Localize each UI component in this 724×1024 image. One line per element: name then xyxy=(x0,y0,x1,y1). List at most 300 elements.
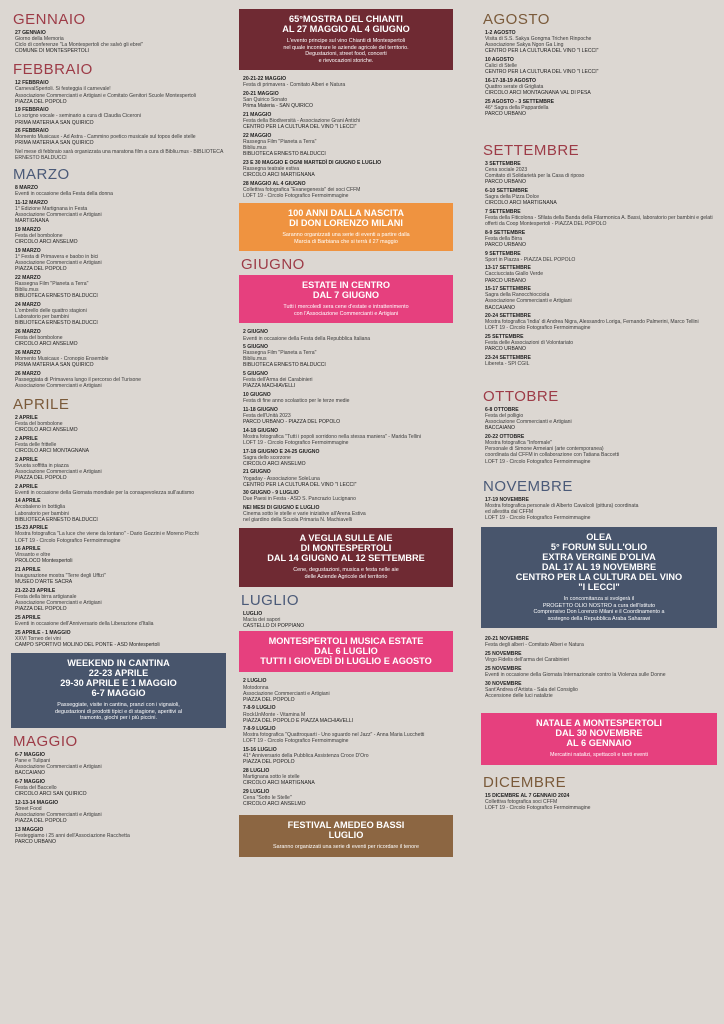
event-description: Rassegna teatrale estiva xyxy=(243,165,300,172)
estate-desc: Tutti i mercoledì sera cene d'estate e intrattenimento con l'Associazione Commercianti e Artigiani xyxy=(283,304,409,317)
list-aprile xyxy=(11,415,226,648)
event-description: Mostra fotografica "Informale" Personale di Simone Armeiani (arte contemporanea) coordinata dal CFFM in collaborazione con Tatiana Baccetti LOFT 19 - Circolo Fotografico Fermoimmagine xyxy=(485,440,620,465)
event-date: 2 GIUGNO xyxy=(243,329,268,336)
event-date: 22 MARZO xyxy=(15,274,41,281)
aie-desc: Cene, degustazioni, musica e festa nelle aie delle Aziende Agricole del territorio xyxy=(293,567,399,580)
event-venue: BACCAIANO xyxy=(15,770,46,777)
event-description: Quattro serate di Grigliata xyxy=(485,83,544,90)
month-agosto: AGOSTO xyxy=(483,11,550,28)
event-venue: BIBLIOTECA ERNESTO BALDUCCI xyxy=(15,320,98,327)
event-description: Festa del Baccello xyxy=(15,784,57,791)
event-description: Festa di primavera - Comitato Alberi e Natura xyxy=(243,82,346,89)
event-entry xyxy=(15,128,226,146)
event-date: 15-17 SETTEMBRE xyxy=(485,286,531,293)
weekend-in-cantina-box xyxy=(11,653,226,728)
event-date: 7-8-9 LUGLIO xyxy=(243,726,276,733)
month-luglio: LUGLIO xyxy=(241,591,300,609)
event-date: 29 LUGLIO xyxy=(243,788,270,795)
event-date: 25 SETTEMBRE xyxy=(485,334,524,341)
event-entry xyxy=(15,371,226,389)
event-date: 2 LUGLIO xyxy=(243,678,267,685)
event-entry xyxy=(15,149,226,161)
event-entry xyxy=(243,407,453,425)
event-description: Festa del polligio Associazione Commercianti e Artigiani xyxy=(485,413,572,426)
event-date: 28 MAGGIO AL 4 GIUGNO xyxy=(243,180,306,187)
event-description: Eventi in occasione dell'Anniversario della Liberazione d'Italia xyxy=(15,621,154,627)
aie-title: A VEGLIA SULLE AIE DI MONTESPERTOLI DAL 14 GIUGNO AL 12 SETTEMBRE xyxy=(267,533,425,564)
event-description: Eventi in occasione della Festa della donna xyxy=(15,191,113,198)
event-entry xyxy=(15,329,226,347)
event-entry xyxy=(485,434,717,464)
event-venue: BIBLIOTECA ERNESTO BALDUCCI xyxy=(15,293,98,300)
event-date: 20-22 OTTOBRE xyxy=(485,434,525,441)
event-description: Cinema sotto le stelle e varie iniziative all'Arena Estiva nel giardino della Scuola Primaria N. Machiavelli xyxy=(243,511,366,524)
event-description: Festa degli alberi - Comitato Alberi e Natura xyxy=(485,642,584,649)
musica-title: MONTESPERTOLI MUSICA ESTATE DAL 6 LUGLIO TUTTI I GIOVEDÌ DI LUGLIO E AGOSTO xyxy=(260,636,432,667)
event-entry xyxy=(15,415,226,433)
event-date: 26 FEBBRAIO xyxy=(15,128,49,135)
event-description: Eventi in occasione della Giornata mondiale per la consapevolezza sull'autismo xyxy=(15,489,195,496)
month-novembre: NOVEMBRE xyxy=(483,477,573,495)
event-entry xyxy=(243,747,453,765)
event-entry xyxy=(15,436,226,454)
event-date: 15-23 APRILE xyxy=(15,525,48,532)
event-entry xyxy=(243,428,453,446)
event-venue: CIRCOLO ARCI ANSELMO xyxy=(15,239,78,246)
chianti-title: 65°MOSTRA DEL CHIANTI AL 27 MAGGIO AL 4 GIUGNO xyxy=(282,14,410,34)
event-description: RockUnMonte - Vitamina M xyxy=(243,711,306,718)
event-entry xyxy=(485,355,717,367)
event-date: 13-17 SETTEMBRE xyxy=(485,265,531,272)
festival-bassi-box xyxy=(239,815,453,857)
event-entry xyxy=(243,160,453,178)
event-entry xyxy=(15,498,226,522)
event-entry xyxy=(243,371,453,389)
event-entry xyxy=(15,275,226,299)
olea-title: OLEA 5° FORUM SULL'OLIO EXTRA VERGINE D'OLIVA DAL 17 AL 19 NOVEMBRE CENTRO PER LA CULTURA DEL VINO "I LECCI" xyxy=(515,531,683,592)
event-venue: CIRCOLO ARCI ANSELMO xyxy=(15,427,78,434)
event-date: 16-17-18-19 AGOSTO xyxy=(485,77,536,84)
list-giugno xyxy=(239,329,453,523)
event-description: Svuota soffitta in piazza Associazione Commercianti e Artigiani xyxy=(15,462,102,475)
event-date: 12 FEBBRAIO xyxy=(15,80,49,87)
list-luglio-top xyxy=(239,611,453,629)
list-luglio xyxy=(239,678,453,807)
event-entry xyxy=(15,107,226,125)
event-entry xyxy=(15,227,226,245)
event-description: Due Paesi in Festa - ASD S. Pancrazio Lucignano xyxy=(243,496,356,503)
event-date: 5 GIUGNO xyxy=(243,371,268,378)
event-entry xyxy=(243,91,453,109)
event-venue: PARCO URBANO - PIAZZA DEL POPOLO xyxy=(243,419,341,425)
event-venue: BACCAIANO xyxy=(485,304,516,311)
event-date: 3 SETTEMBRE xyxy=(485,161,521,167)
event-date: 9 SETTEMBRE xyxy=(485,250,521,257)
list-novembre-top xyxy=(481,497,717,521)
event-venue: PRIMA MATERIA A SAN QUIRICO xyxy=(15,361,94,368)
event-venue: CIRCOLO ARCI MARTIGNANA xyxy=(243,172,315,179)
event-entry xyxy=(243,133,453,157)
event-venue: PRIMA MATERIA A SAN QUIRICO xyxy=(15,119,94,126)
month-gennaio: GENNAIO xyxy=(13,11,86,28)
event-venue: CIRCOLO ARCI MARTIGNANA xyxy=(485,200,557,207)
natale-box xyxy=(481,713,717,765)
event-entry xyxy=(15,30,226,54)
event-entry xyxy=(15,302,226,326)
event-date: 2 APRILE xyxy=(15,414,38,421)
event-date: 25 NOVEMBRE xyxy=(485,665,522,672)
event-date: 8-9 SETTEMBRE xyxy=(485,229,526,236)
event-description: Festa delle frittelle xyxy=(15,441,57,448)
event-date: 2 APRILE xyxy=(15,456,38,463)
event-entry xyxy=(243,469,453,487)
event-venue: COMUNE DI MONTESPERTOLI xyxy=(15,48,89,55)
month-ottobre: OTTOBRE xyxy=(483,388,559,406)
list-dicembre xyxy=(481,793,717,811)
event-venue: PIAZZA DEL POPOLO xyxy=(15,98,67,105)
event-entry xyxy=(485,99,717,117)
event-venue: PIAZZA DEL POPOLO xyxy=(243,696,295,703)
month-marzo: MARZO xyxy=(13,166,70,184)
event-venue: MARTIGNANA xyxy=(15,218,49,225)
estate-title: ESTATE IN CENTRO DAL 7 GIUGNO xyxy=(302,280,390,301)
event-date: 10 AGOSTO xyxy=(485,56,514,63)
event-date: 23 E 30 MAGGIO E OGNI MARTEDÌ DI GIUGNO E LUGLIO xyxy=(243,159,382,166)
event-date: 14 APRILE xyxy=(15,498,41,505)
milani-title: 100 ANNI DALLA NASCITA DI DON LORENZO MILANI xyxy=(287,208,405,229)
event-venue: PARCO URBANO xyxy=(15,838,56,845)
event-description: Mostra fotografica "Tutti i popoli sorridono nella stessa maniera" - Marida Tellini LOFT 19 - Circolo Fotografico Fermoimmagine xyxy=(243,433,422,446)
event-date: 28 LUGLIO xyxy=(243,768,270,775)
event-date: 19 MARZO xyxy=(15,247,41,254)
event-description: Festa delle Associazioni di Volontariato xyxy=(485,340,574,347)
event-venue: BIBLIOTECA ERNESTO BALDUCCI xyxy=(243,362,326,369)
event-date: NEI MESI DI GIUGNO E LUGLIO xyxy=(243,505,320,512)
event-date: 15 DICEMBRE AL 7 GENNAIO 2024 xyxy=(485,792,570,799)
estate-in-centro-box xyxy=(239,275,453,323)
event-description: Mostra fotografica personale di Alberto Cavalcoli (pittura) coordinata ed allestita dal CFFM LOFT 19 - Circolo Fotografico Fermoimmagine xyxy=(485,502,639,521)
event-description: L'ombrello delle quattro stagioni Laboratorio per bambini xyxy=(15,307,87,321)
event-date: 20-21 NOVEMBRE xyxy=(485,636,529,643)
event-entry xyxy=(243,768,453,786)
event-description: Festa dell'Arma dei Carabinieri xyxy=(243,377,313,384)
event-venue: BACCAIANO xyxy=(485,425,516,432)
event-description: Pane e Tulipani Associazione Commercianti e Artigiani xyxy=(15,757,102,770)
event-entry xyxy=(485,251,717,263)
event-description: Virgo Fidelis dell'arma dei Carabinieri xyxy=(485,657,570,664)
olea-desc: In concomitanza si svolgerà il PROGETTO OLIO NOSTRO a cura dell'Istituto Comprensivo Don Lorenzo Milani e il Coordinamento a sostegno della Repubblica Araba Saharawi xyxy=(533,595,665,622)
event-date: 17-19 NOVEMBRE xyxy=(485,496,529,503)
event-description: 1° Festa di Primavera e baobo in bici Associazione Commercianti e Artigiani xyxy=(15,254,102,267)
month-aprile: APRILE xyxy=(13,395,70,413)
month-settembre: SETTEMBRE xyxy=(483,142,580,159)
event-date: 6-7 MAGGIO xyxy=(15,778,46,785)
event-description: Cena sociale 2023 Comitato di Solidarietà per la Casa di riposo xyxy=(485,167,585,180)
event-date: 7 SETTEMBRE xyxy=(485,208,521,215)
event-venue: CENTRO PER LA CULTURA DEL VINO "I LECCI" xyxy=(485,48,599,55)
event-description: Festa della Biodiversità - Associazione Grani Antichi xyxy=(243,118,361,125)
event-venue: CENTRO PER LA CULTURA DEL VINO "I LECCI" xyxy=(243,481,357,488)
event-date: 1-2 AGOSTO xyxy=(485,30,516,36)
event-entry xyxy=(485,230,717,248)
event-description: Martignana sotto le stelle xyxy=(243,774,300,781)
event-date: 25 AGOSTO - 3 SETTEMBRE xyxy=(485,98,555,105)
event-date: 23-24 SETTEMBRE xyxy=(485,354,531,361)
event-venue: PARCO URBANO xyxy=(485,110,526,117)
event-date: LUGLIO xyxy=(243,610,263,617)
event-entry xyxy=(485,265,717,283)
event-description: Festa del bombolone xyxy=(15,334,63,341)
chianti-desc: L'evento principe sul vino Chianti di Montespertoli nel quale incontrare le aziende agricole del territorio. Degustazioni, street food, concerti e rievocazioni storiche. xyxy=(283,38,409,64)
event-description: 41° Anniversario della Pubblica Assistenza Croce D'Oro xyxy=(243,753,369,760)
event-description: Sant'Andrea d'Artista - Sala del Consiglio Accensione delle luci natalizie xyxy=(485,686,578,699)
event-date: 19 FEBBRAIO xyxy=(15,107,49,114)
event-entry xyxy=(485,793,717,811)
event-description: Cena "Sotto le Stelle" xyxy=(243,795,292,801)
event-description: Vinsanto e oltre xyxy=(15,552,51,559)
event-entry xyxy=(15,457,226,481)
event-entry xyxy=(15,525,226,543)
event-venue: BIBLIOTECA ERNESTO BALDUCCI xyxy=(243,151,326,158)
event-description: Festa di fine anno scolastico per le terze medie xyxy=(243,398,350,405)
event-entry xyxy=(485,497,717,521)
event-date: 7-8-9 LUGLIO xyxy=(243,705,276,712)
event-date: 24 MARZO xyxy=(15,301,41,308)
event-venue: PARCO URBANO xyxy=(485,346,526,353)
mostra-chianti-box xyxy=(239,9,453,70)
event-description: San Quirico Sonato xyxy=(243,97,288,104)
list-settembre xyxy=(481,161,717,367)
event-description: Macìa dei sapori xyxy=(243,616,281,623)
event-description: Eventi in occasione della Festa della Repubblica Italiana xyxy=(243,335,371,342)
event-entry xyxy=(485,334,717,352)
event-entry xyxy=(485,286,717,310)
event-venue: PIAZZA DEL POPOLO xyxy=(15,266,67,273)
event-description: Mostra fotografica "La luce che viene da lontano" - Dario Gozzini e Moreno Picchi LOFT 19 - Circolo Fotografico Fermoimmagine xyxy=(15,531,199,544)
event-venue: PARCO URBANO xyxy=(485,179,526,186)
event-description: Collettiva fotografica "Evanegenesis" dei soci CFFM LOFT 19 - Circolo Fotografico Fermoimmagine xyxy=(243,186,361,199)
event-date: 13 MAGGIO xyxy=(15,826,44,833)
event-description: Giorno della Memoria Ciclo di conferenze "La Montespertoli che salvò gli ebrei" xyxy=(15,36,144,49)
list-marzo xyxy=(11,185,226,389)
event-entry xyxy=(15,567,226,585)
event-venue: CAMPO SPORTIVO MOLINO DEL PONTE - ASD Montespertoli xyxy=(15,641,160,648)
event-date: 16 APRILE xyxy=(15,546,41,553)
event-entry xyxy=(485,161,717,185)
event-entry xyxy=(243,611,453,629)
event-date: 6-10 SETTEMBRE xyxy=(485,187,529,194)
event-venue: CENTRO PER LA CULTURA DEL VINO "I LECCI" xyxy=(243,124,357,131)
event-description: Momento Musicaux - Cronopio Ensemble xyxy=(15,355,109,362)
event-description: Sport in Piazza - PIAZZA DEL POPOLO xyxy=(485,256,576,263)
event-entry xyxy=(243,505,453,523)
list-gennaio xyxy=(11,30,226,54)
event-date: 25 APRILE xyxy=(15,614,41,621)
event-date: 20-24 SETTEMBRE xyxy=(485,313,531,320)
event-description: 46° Sagra della Pappardella xyxy=(485,104,549,111)
event-description: Sagra della Ranocchiocciola Associazione Commercianti e Artigiani xyxy=(485,292,572,305)
event-venue: CENTRO PER LA CULTURA DEL VINO "I LECCI" xyxy=(485,69,599,76)
event-entry xyxy=(15,615,226,627)
month-giugno: GIUGNO xyxy=(241,256,305,274)
event-description: Passeggiata di Primavera lungo il percorso del Turisone Associazione Commercianti e Artigiani xyxy=(15,376,141,389)
event-description: XXVI Torneo dei vini xyxy=(15,635,61,642)
event-entry xyxy=(243,789,453,807)
event-date: 2 APRILE xyxy=(15,483,38,490)
event-entry xyxy=(15,752,226,776)
event-entry xyxy=(15,546,226,564)
event-date: 2 APRILE xyxy=(15,435,38,442)
event-description: Festa del bombolone xyxy=(15,233,63,240)
event-description: Inaugurazione mostra "Terre degli Uffizi" xyxy=(15,573,106,580)
event-description: Festa dell'Unità 2023 xyxy=(243,412,291,419)
month-maggio: MAGGIO xyxy=(13,732,78,750)
event-date: 12-13-14 MAGGIO xyxy=(15,799,59,806)
event-date: 30 NOVEMBRE xyxy=(485,680,522,687)
event-description: Momento Musicaux - Ad Astra - Cammino poetico musicale sul topos delle stelle xyxy=(15,134,196,141)
event-description: Eventi in occasione della Giornata Internazionale contro la Violenza sulle Donne xyxy=(485,672,666,678)
event-venue: PIAZZA DEL POPOLO xyxy=(243,759,295,766)
event-date: 15-16 LUGLIO xyxy=(243,747,277,754)
event-description: Festa della Birra xyxy=(485,235,523,242)
column-center xyxy=(239,0,453,1024)
list-febbraio xyxy=(11,80,226,161)
event-description: Mostra fotografica 'India' di Andrea Nigra, Alessandro Loriga, Fernando Palmerini, Marco Tellini LOFT 19 - Circolo Fotografico Fermoimmagine xyxy=(485,319,699,332)
event-date: 30 GIUGNO - 9 LUGLIO xyxy=(243,490,299,497)
event-venue: PROLOCO Montespertoli xyxy=(15,558,73,565)
event-entry xyxy=(15,800,226,824)
event-entry xyxy=(243,449,453,467)
event-date: 5 GIUGNO xyxy=(243,344,268,351)
event-description: Festa della Fiticolona - Sfilata della Banda della Filarmonica A. Bassi, laboratorio per bambini e gelati offerti da Coop Montespertoli - PIAZZA DEL POPOLO xyxy=(485,214,713,228)
event-date: 17-18 GIUGNO E 24-25 GIUGNO xyxy=(243,448,320,455)
event-venue: CIRCOLO ARCI ANSELMO xyxy=(15,341,78,347)
event-venue: CIRCOLO ARCI MONTAGNANA VAL DI PESA xyxy=(485,90,591,97)
don-milani-box xyxy=(239,203,453,251)
event-description: Festeggiamo i 25 anni dell'Associazione Racchetta xyxy=(15,832,130,839)
event-entry xyxy=(485,57,717,75)
event-entry xyxy=(15,185,226,197)
event-entry xyxy=(15,350,226,368)
list-maggio-center xyxy=(239,76,453,199)
event-entry xyxy=(243,705,453,723)
month-febbraio: FEBBRAIO xyxy=(13,61,93,79)
event-venue: BIBLIOTECA ERNESTO BALDUCCI xyxy=(15,516,98,523)
event-entry xyxy=(243,329,453,341)
event-venue: PIAZZA DEL POPOLO xyxy=(15,817,67,824)
column-right xyxy=(481,0,717,1024)
event-date: 6-7 MAGGIO xyxy=(15,751,46,758)
event-venue: Prima Materia - SAN QUIRICO xyxy=(243,103,313,110)
event-venue: CASTELLO DI POPPIANO xyxy=(243,622,305,629)
event-description: Lo scrigno vocale - seminario a cura di Claudia Ciceroni xyxy=(15,113,141,120)
event-entry xyxy=(485,30,717,54)
event-entry xyxy=(485,681,717,699)
list-ottobre xyxy=(481,407,717,464)
event-entry xyxy=(243,490,453,502)
event-date: 11-18 GIUGNO xyxy=(243,406,278,413)
event-description: Festa della birra artigianale Associazione Commercianti e Artigiani xyxy=(15,594,102,607)
musica-estate-box xyxy=(239,631,453,672)
event-date: 8 MARZO xyxy=(15,185,38,192)
event-entry xyxy=(243,181,453,199)
month-dicembre: DICEMBRE xyxy=(483,773,567,791)
event-venue: CIRCOLO ARCI ANSELMO xyxy=(243,801,306,808)
list-maggio xyxy=(11,752,226,845)
olea-forum-box xyxy=(481,527,717,628)
event-entry xyxy=(243,392,453,404)
event-entry xyxy=(485,636,717,648)
event-date: 19 MARZO xyxy=(15,227,41,234)
event-date: 6-8 OTTOBRE xyxy=(485,407,519,414)
event-entry xyxy=(243,726,453,744)
veglia-aie-box xyxy=(239,528,453,586)
event-entry xyxy=(15,588,226,612)
event-description: Sagra della Pizza Dolce xyxy=(485,194,540,201)
weekend-title: WEEKEND IN CANTINA 22-23 APRILE 29-30 APRILE E 1 MAGGIO 6-7 MAGGIO xyxy=(60,657,177,698)
event-entry xyxy=(15,200,226,224)
event-entry xyxy=(243,678,453,702)
event-description: Collettiva fotografica soci CFFM LOFT 19 - Circolo Fotografico Fermoimmagine xyxy=(485,798,591,811)
event-venue: CIRCOLO ARCI MARTIGNANA xyxy=(243,780,315,787)
event-description: Calici di Stelle xyxy=(485,63,517,70)
event-entry xyxy=(485,78,717,96)
event-entry xyxy=(15,630,226,648)
event-entry xyxy=(15,248,226,272)
event-entry xyxy=(15,484,226,496)
milani-desc: Saranno organizzati una serie di eventi a partire dalla Marcia di Barbiana che si terrà il 27 maggio xyxy=(282,232,410,245)
event-entry xyxy=(485,209,717,227)
event-date: 21 APRILE xyxy=(15,567,41,574)
natale-desc: Mercatini natalizi, spettacoli e tanti eventi xyxy=(550,751,648,758)
event-description: Rassegna Film "Pianeta a Terra" Bibliu.mus xyxy=(243,139,317,152)
event-entry xyxy=(15,827,226,845)
event-entry xyxy=(15,80,226,104)
event-entry xyxy=(485,666,717,678)
event-entry xyxy=(485,407,717,431)
event-description: Sagra dello scorzone xyxy=(243,454,291,461)
event-venue: PIAZZA DEL POPOLO xyxy=(15,606,67,613)
event-date: 20-21 MAGGIO xyxy=(243,91,279,98)
event-description: Street Food Associazione Commercianti e Artigiani xyxy=(15,805,102,818)
event-date: 25 APRILE - 1 MAGGIO xyxy=(15,629,71,636)
event-date: 26 MARZO xyxy=(15,349,41,356)
event-description: Cacciucciata Giallo Verde xyxy=(485,271,544,278)
event-date: 21-22-23 APRILE xyxy=(15,587,56,594)
natale-title: NATALE A MONTESPERTOLI DAL 30 NOVEMBRE AL 6 GENNAIO xyxy=(536,717,662,748)
weekend-desc: Passeggiate, visite in cantina, pranzi con i vignaioli, degustazioni di prodotti tipici e di stagione, aperitivi al tramonto, giochi per i più piccini. xyxy=(54,701,183,722)
event-venue: PRIMA MATERIA A SAN QUIRICO xyxy=(15,140,94,147)
event-venue: PIAZZA DEL POPOLO E PIAZZA MACHIAVELLI xyxy=(243,717,354,724)
event-date: 22 MAGGIO xyxy=(243,132,272,139)
event-venue: CIRCOLO ARCI MONTAGNANA xyxy=(15,447,90,454)
list-novembre xyxy=(481,636,717,699)
event-venue: PARCO URBANO xyxy=(485,277,526,284)
event-date: 10 GIUGNO xyxy=(243,392,271,399)
event-date: 26 MARZO xyxy=(15,328,41,335)
event-description: Visita di S.S. Sakya Gongma Trichen Rinpoche Associazione Sakya Ngon Ga Ling xyxy=(485,36,592,49)
event-description: Rassegna Film "Pianeta a Terra" Bibliu.mus xyxy=(243,350,317,363)
event-date: 20-21-22 MAGGIO xyxy=(243,76,287,83)
event-venue: CIRCOLO ARCI ANSELMO xyxy=(243,460,306,467)
event-entry xyxy=(485,651,717,663)
event-entry xyxy=(243,76,453,88)
event-description: Mostra fotografica "Quattroquarti - Uno sguardo nel Jazz" - Anna Maria Lucchetti LOFT 19 - Circolo Fotografico Fermoimmagine xyxy=(243,732,425,745)
event-venue: PIAZZA MACHIAVELLI xyxy=(243,383,296,390)
event-description: CarnevalSpertoli. Si festeggia il carnevale! Associazione Commercianti e Artigiani e Comitato Genitori Scuole Montespertoli xyxy=(15,86,196,99)
event-date: 21 GIUGNO xyxy=(243,469,271,476)
event-description: Rassegna Film "Pianeta a Terra" Bibliu.mus xyxy=(15,280,89,294)
